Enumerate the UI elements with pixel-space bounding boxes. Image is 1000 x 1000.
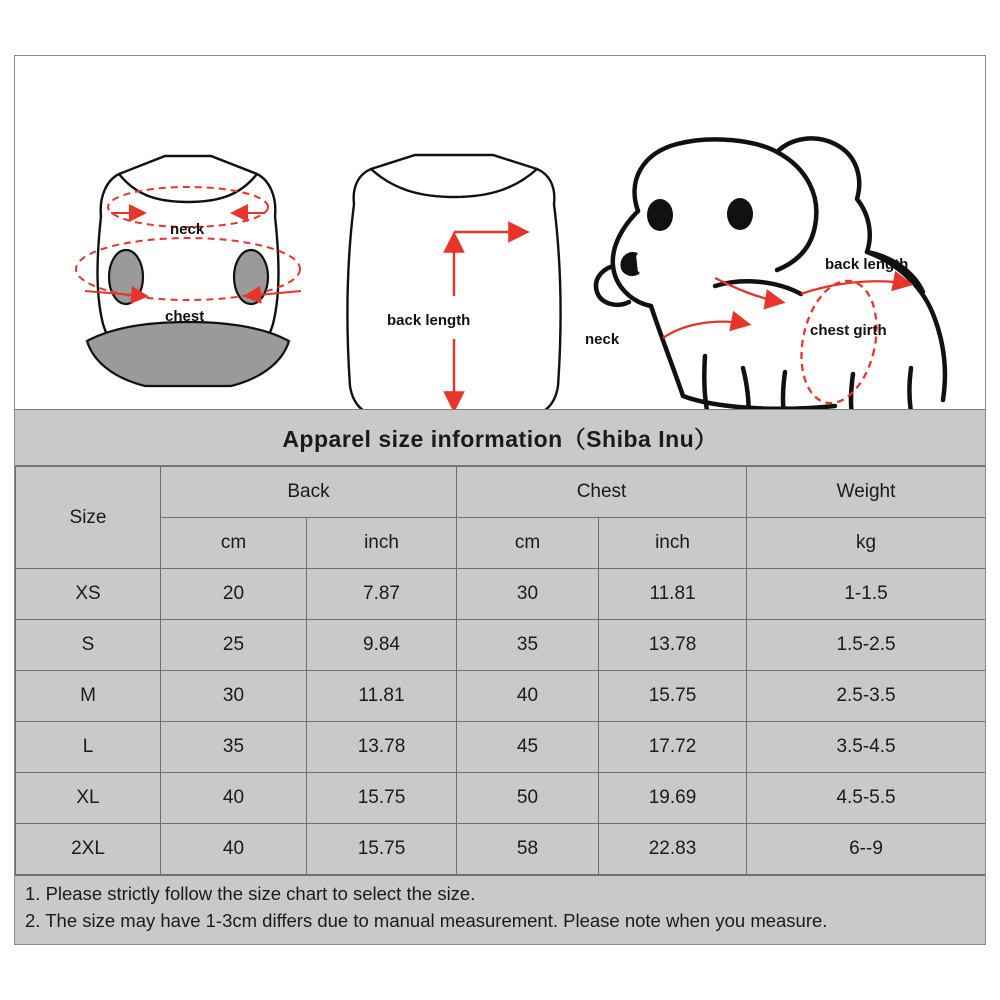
dog-illustration bbox=[596, 138, 945, 409]
cell-size: L bbox=[16, 722, 161, 773]
note-line-1: 1. Please strictly follow the size chart to select the size. bbox=[25, 883, 476, 904]
cell-size: M bbox=[16, 671, 161, 722]
cell-chest-cm: 45 bbox=[457, 722, 599, 773]
measurement-diagram bbox=[15, 56, 985, 409]
dog-chest-girth-label: chest girth bbox=[810, 322, 887, 339]
cell-back-cm: 20 bbox=[161, 569, 307, 620]
size-table bbox=[15, 466, 986, 875]
cell-weight: 6--9 bbox=[747, 824, 986, 875]
cell-chest-cm: 58 bbox=[457, 824, 599, 875]
cell-weight: 1-1.5 bbox=[747, 569, 986, 620]
cell-chest-cm: 50 bbox=[457, 773, 599, 824]
front-neck-label: neck bbox=[170, 221, 205, 238]
notes-section bbox=[15, 875, 985, 945]
cell-weight: 2.5-3.5 bbox=[747, 671, 986, 722]
table-row bbox=[16, 773, 986, 824]
cell-chest-inch: 17.72 bbox=[599, 722, 747, 773]
cell-back-inch: 7.87 bbox=[307, 569, 457, 620]
cell-chest-cm: 40 bbox=[457, 671, 599, 722]
header-back-cm: cm bbox=[161, 518, 307, 569]
table-row bbox=[16, 824, 986, 875]
chest-girth-ellipse bbox=[791, 274, 887, 409]
note-line-2: 2. The size may have 1-3cm differs due to manual measurement. Please note when you measure. bbox=[25, 909, 828, 931]
cell-back-cm: 40 bbox=[161, 773, 307, 824]
header-back-inch: inch bbox=[307, 518, 457, 569]
header-chest-inch: inch bbox=[599, 518, 747, 569]
cell-back-inch: 15.75 bbox=[307, 824, 457, 875]
neck-measure-arrow bbox=[663, 322, 747, 338]
table-title-band bbox=[15, 409, 985, 466]
header-weight: Weight bbox=[747, 467, 986, 518]
table-row bbox=[16, 620, 986, 671]
cell-back-inch: 15.75 bbox=[307, 773, 457, 824]
cell-chest-inch: 22.83 bbox=[599, 824, 747, 875]
diagram-svg bbox=[15, 56, 985, 409]
header-chest-cm: cm bbox=[457, 518, 599, 569]
table-row bbox=[16, 569, 986, 620]
table-row bbox=[16, 722, 986, 773]
cell-back-inch: 13.78 bbox=[307, 722, 457, 773]
cell-weight: 4.5-5.5 bbox=[747, 773, 986, 824]
dog-back-length-label: back length bbox=[825, 256, 909, 273]
cell-chest-inch: 13.78 bbox=[599, 620, 747, 671]
size-chart-sheet bbox=[14, 55, 986, 945]
header-back: Back bbox=[161, 467, 457, 518]
cell-chest-inch: 15.75 bbox=[599, 671, 747, 722]
header-size: Size bbox=[16, 467, 161, 569]
header-weight-kg: kg bbox=[747, 518, 986, 569]
cell-back-cm: 30 bbox=[161, 671, 307, 722]
cell-back-cm: 25 bbox=[161, 620, 307, 671]
cell-weight: 3.5-4.5 bbox=[747, 722, 986, 773]
cell-back-inch: 11.81 bbox=[307, 671, 457, 722]
table-group-header-row bbox=[16, 467, 986, 518]
cell-chest-cm: 30 bbox=[457, 569, 599, 620]
cell-chest-inch: 11.81 bbox=[599, 569, 747, 620]
cell-size: XS bbox=[16, 569, 161, 620]
cell-size: S bbox=[16, 620, 161, 671]
header-chest: Chest bbox=[457, 467, 747, 518]
garment-belly-fill bbox=[87, 322, 289, 386]
table-row bbox=[16, 671, 986, 722]
front-chest-label: chest bbox=[165, 308, 205, 325]
back-length-label: back length bbox=[387, 312, 471, 329]
page-title: Apparel size information（Shiba Inu） bbox=[282, 426, 718, 452]
cell-back-cm: 40 bbox=[161, 824, 307, 875]
cell-size: XL bbox=[16, 773, 161, 824]
cell-size: 2XL bbox=[16, 824, 161, 875]
back-length-measure-arrow bbox=[801, 281, 909, 294]
table-unit-header-row bbox=[16, 518, 986, 569]
cell-back-inch: 9.84 bbox=[307, 620, 457, 671]
cell-chest-inch: 19.69 bbox=[599, 773, 747, 824]
cell-back-cm: 35 bbox=[161, 722, 307, 773]
dog-neck-label: neck bbox=[585, 331, 620, 348]
cell-chest-cm: 35 bbox=[457, 620, 599, 671]
dog-measure-arrows bbox=[663, 274, 909, 409]
cell-weight: 1.5-2.5 bbox=[747, 620, 986, 671]
